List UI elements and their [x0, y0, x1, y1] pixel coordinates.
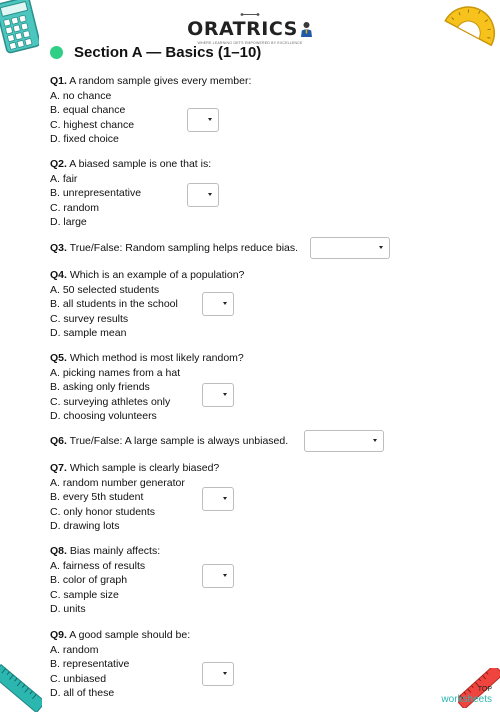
question-text: A good sample should be:	[69, 629, 191, 641]
question-6	[50, 434, 288, 449]
section-title: Section A — Basics (1–10)	[74, 44, 262, 61]
option-b: B. color of graph	[50, 574, 128, 586]
option-c: C. survey results	[50, 312, 129, 325]
teacher-icon	[300, 21, 313, 37]
question-3	[50, 241, 298, 256]
option-a: A. picking names from a hat	[50, 366, 181, 379]
site-logo	[0, 12, 500, 45]
footer-brand-top: TOP	[477, 686, 492, 693]
answer-dropdown-q4[interactable]	[202, 292, 234, 316]
option-a: A. random number generator	[50, 476, 185, 489]
chevron-down-icon	[223, 574, 227, 577]
answer-dropdown-q1[interactable]	[187, 108, 219, 132]
pen-icon	[240, 12, 260, 17]
question-number: Q7.	[50, 462, 67, 474]
option-a: A. no chance	[50, 89, 112, 102]
option-a: A. 50 selected students	[50, 283, 160, 296]
chevron-down-icon	[223, 672, 227, 675]
chevron-down-icon	[223, 302, 227, 305]
option-b: B. equal chance	[50, 104, 126, 116]
option-c: C. sample size	[50, 588, 119, 601]
question-text: True/False: Random sampling helps reduce bias.	[69, 242, 299, 254]
option-b: B. representative	[50, 658, 130, 670]
answer-dropdown-q5[interactable]	[202, 383, 234, 407]
question-text: True/False: A large sample is always unbiased.	[69, 435, 289, 447]
question-number: Q1.	[50, 75, 67, 87]
option-c: C. only honor students	[50, 505, 156, 518]
question-number: Q8.	[50, 545, 67, 557]
question-8	[50, 544, 160, 617]
chevron-down-icon	[373, 439, 377, 442]
option-b: B. all students in the school	[50, 298, 178, 310]
chevron-down-icon	[223, 393, 227, 396]
question-text: Bias mainly affects:	[69, 545, 161, 557]
question-number: Q9.	[50, 629, 67, 641]
chevron-down-icon	[208, 118, 212, 121]
ruler-icon	[0, 664, 42, 712]
option-c: C. random	[50, 201, 100, 214]
section-bullet-icon	[50, 46, 63, 59]
question-9	[50, 628, 190, 701]
question-text: Which sample is clearly biased?	[69, 462, 220, 474]
question-text: A random sample gives every member:	[69, 75, 252, 87]
answer-dropdown-q2[interactable]	[187, 183, 219, 207]
option-b: B. every 5th student	[50, 491, 144, 503]
option-d: D. drawing lots	[50, 520, 120, 532]
answer-dropdown-q3[interactable]	[310, 237, 390, 259]
section-heading	[50, 44, 261, 61]
answer-dropdown-q7[interactable]	[202, 487, 234, 511]
question-7	[50, 461, 219, 534]
question-text: A biased sample is one that is:	[69, 158, 212, 170]
question-text: Which is an example of a population?	[69, 269, 245, 281]
option-c: C. highest chance	[50, 118, 135, 131]
question-1	[50, 74, 251, 147]
question-text: Which method is most likely random?	[69, 352, 244, 364]
option-d: D. large	[50, 216, 87, 228]
question-number: Q3.	[50, 242, 67, 254]
chevron-down-icon	[223, 497, 227, 500]
option-d: D. all of these	[50, 687, 115, 699]
logo-text: ORATRICS	[187, 18, 298, 40]
logo-tagline: WHERE LEARNING GETS EMPOWERED BY EXCELLENCE	[197, 41, 303, 45]
chevron-down-icon	[379, 246, 383, 249]
question-number: Q5.	[50, 352, 67, 364]
chevron-down-icon	[208, 193, 212, 196]
option-c: C. surveying athletes only	[50, 395, 171, 408]
option-a: A. random	[50, 643, 99, 656]
answer-dropdown-q9[interactable]	[202, 662, 234, 686]
question-number: Q2.	[50, 158, 67, 170]
question-number: Q6.	[50, 435, 67, 447]
option-b: B. asking only friends	[50, 381, 150, 393]
answer-dropdown-q6[interactable]	[304, 430, 384, 452]
option-d: D. sample mean	[50, 327, 127, 339]
option-a: A. fairness of results	[50, 559, 146, 572]
answer-dropdown-q8[interactable]	[202, 564, 234, 588]
footer-brand	[441, 685, 492, 705]
option-b: B. unrepresentative	[50, 187, 142, 199]
option-a: A. fair	[50, 172, 78, 185]
option-d: D. fixed choice	[50, 133, 119, 145]
question-number: Q4.	[50, 269, 67, 281]
option-c: C. unbiased	[50, 672, 107, 685]
footer-brand-bottom: worksheets	[441, 694, 492, 705]
option-d: D. units	[50, 603, 86, 615]
option-d: D. choosing volunteers	[50, 410, 157, 422]
